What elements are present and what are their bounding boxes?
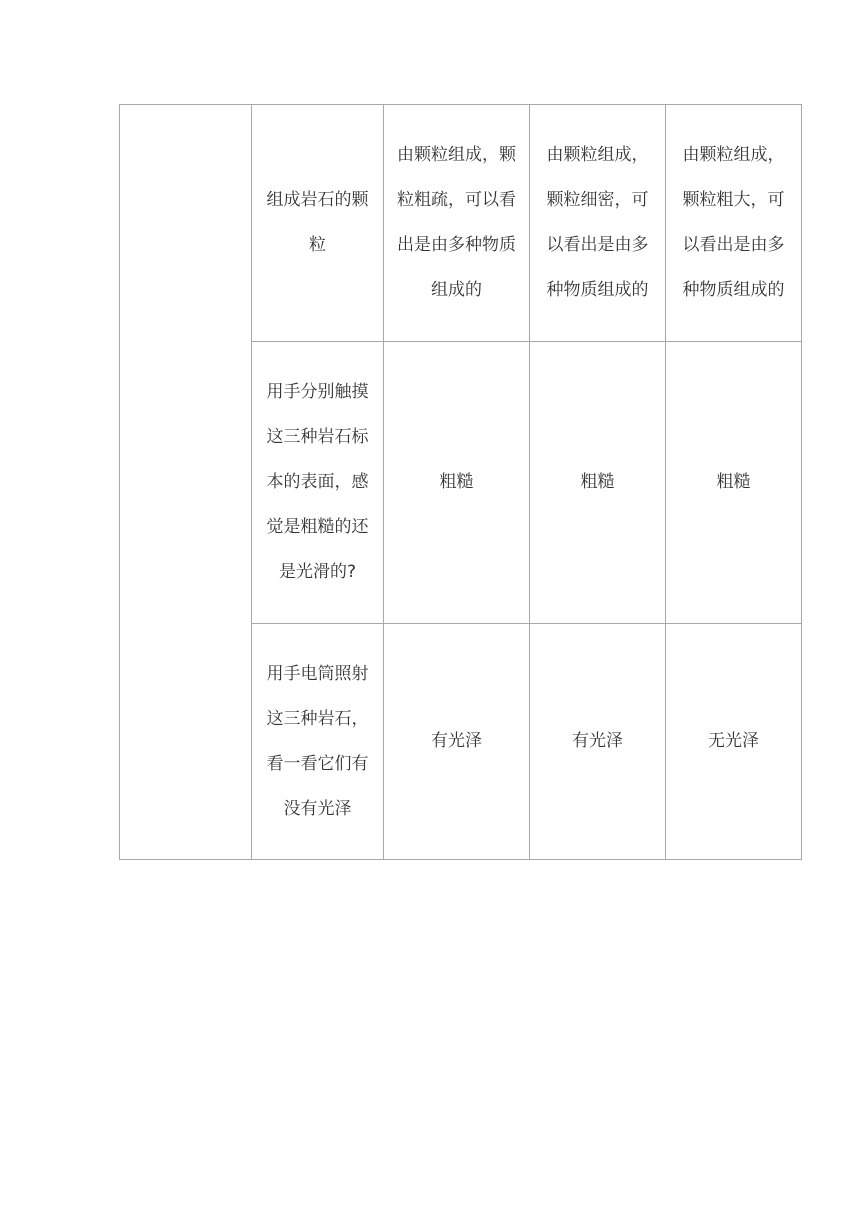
table-row: [120, 105, 802, 342]
rock-3-particles: 由颗粒组成，颗粒粗大，可以看出是由多种物质组成的: [666, 105, 802, 342]
rock-3-luster: 无光泽: [666, 624, 802, 860]
rock-1-particles: 由颗粒组成，颗粒粗疏，可以看出是由多种物质组成的: [384, 105, 530, 342]
row-label-luster: 用手电筒照射这三种岩石，看一看它们有没有光泽: [252, 624, 384, 860]
blank-merged-cell: [120, 105, 252, 860]
rock-observation-table: [119, 104, 802, 860]
rock-2-luster: 有光泽: [530, 624, 666, 860]
row-label-texture: 用手分别触摸这三种岩石标本的表面，感觉是粗糙的还是光滑的?: [252, 342, 384, 624]
rock-1-luster: 有光泽: [384, 624, 530, 860]
rock-2-particles: 由颗粒组成，颗粒细密，可以看出是由多种物质组成的: [530, 105, 666, 342]
rock-3-texture: 粗糙: [666, 342, 802, 624]
rock-2-texture: 粗糙: [530, 342, 666, 624]
row-label-particles: 组成岩石的颗粒: [252, 105, 384, 342]
rock-1-texture: 粗糙: [384, 342, 530, 624]
